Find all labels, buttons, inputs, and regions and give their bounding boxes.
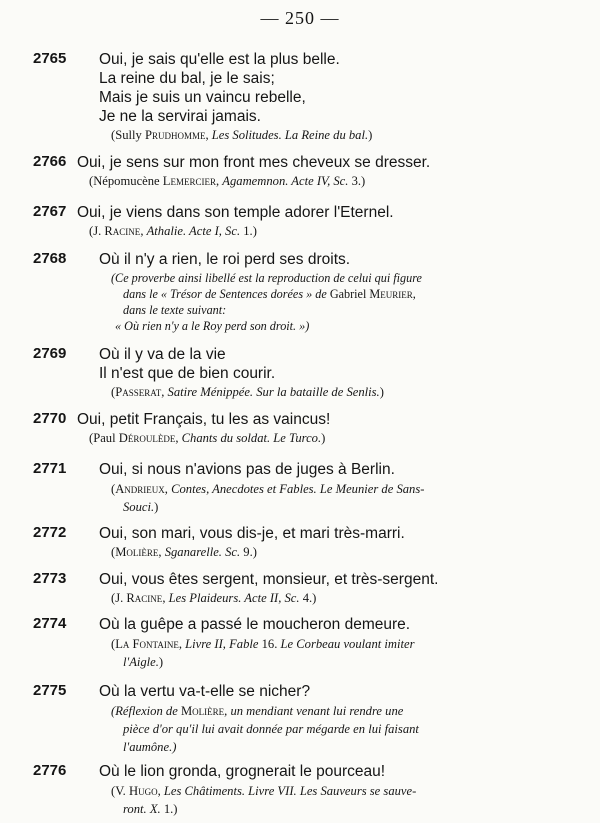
- author-name: Passerat: [115, 385, 162, 399]
- note-line: pièce d'or qu'il lui avait donnée par mégarde en lui faisant: [123, 722, 419, 736]
- entry-number: 2769: [33, 345, 67, 362]
- quote-line: Oui, si nous n'avions pas de juges à Berlin.: [99, 461, 395, 478]
- quote-line: Il n'est que de bien courir.: [99, 365, 276, 382]
- author-name: Andrieux: [115, 482, 165, 496]
- note-line: l'aumône.): [123, 740, 177, 754]
- author-name: Lemercier: [162, 174, 216, 188]
- source-citation: (La Fontaine, Livre II, Fable 16. Le Corbeau voulant imiter l'Aigle.): [111, 637, 415, 669]
- author-name: La Fontaine: [115, 637, 179, 651]
- entry-number: 2776: [33, 762, 67, 779]
- entry-body: [99, 50, 586, 143]
- work-title: Agamemnon. Acte IV, Sc.: [222, 174, 349, 188]
- explanatory-note: [99, 702, 586, 756]
- entry-number: 2768: [33, 250, 67, 267]
- entry-number: 2767: [33, 203, 67, 220]
- work-title-b: Le Corbeau voulant imiter: [280, 637, 415, 651]
- source-citation: (Népomucène Lemercier, Agamemnon. Acte IV, Sc. 3.): [89, 174, 366, 188]
- work-title: Chants du soldat. Le Turco.: [181, 431, 322, 445]
- entry-number: 2765: [33, 50, 67, 67]
- entry-body: [99, 682, 586, 756]
- work-title-cont: Souci.: [123, 500, 155, 514]
- author-name: Hugo: [128, 784, 158, 798]
- quote-line: Où il n'y a rien, le roi perd ses droits.: [99, 251, 351, 268]
- entry-number: 2773: [33, 570, 67, 587]
- source-citation: (Andrieux, Contes, Anecdotes et Fables. Le Meunier de Sans- Souci.): [111, 482, 425, 514]
- note-line: « Où rien n'y a le Roy perd son droit. »): [115, 319, 310, 333]
- source-citation: (Sully Prudhomme, Les Solitudes. La Reine du bal.): [111, 128, 373, 142]
- entry-body: [99, 345, 586, 400]
- quote-line: Oui, vous êtes sergent, monsieur, et très-sergent.: [99, 571, 439, 588]
- source-citation: (J. Racine, Athalie. Acte I, Sc. 1.): [89, 224, 257, 238]
- work-title: Sganarelle. Sc.: [164, 545, 241, 559]
- quote-line: Oui, son mari, vous dis-je, et mari très-marri.: [99, 525, 405, 542]
- quote-line: Oui, petit Français, tu les as vaincus!: [77, 411, 331, 428]
- source-citation: (Paul Déroulède, Chants du soldat. Le Turco.): [89, 431, 326, 445]
- entry-body: [99, 762, 586, 818]
- quote-line: Oui, je sens sur mon front mes cheveux se dresser.: [77, 154, 431, 171]
- page-number: — 250 —: [260, 8, 340, 28]
- work-title-cont: l'Aigle.: [123, 655, 159, 669]
- quote-line: Mais je suis un vaincu rebelle,: [99, 89, 306, 106]
- quote-line: Où le lion gronda, grognerait le pourceau!: [99, 763, 386, 780]
- source-citation: (J. Racine, Les Plaideurs. Acte II, Sc. 4.): [111, 591, 317, 605]
- entry-number: 2770: [33, 410, 67, 427]
- entry-body: [99, 524, 586, 560]
- author-name: Racine: [104, 224, 141, 238]
- quote-line: Oui, je viens dans son temple adorer l'Eternel.: [77, 204, 394, 221]
- quote-line: Où la vertu va-t-elle se nicher?: [99, 683, 311, 700]
- source-citation: (Passerat, Satire Ménippée. Sur la bataille de Senlis.): [111, 385, 384, 399]
- note-line: (Réflexion de Molière, un mendiant venant lui rendre une: [111, 704, 404, 718]
- entry-body: [99, 250, 586, 334]
- entry-number: 2774: [33, 615, 67, 632]
- work-title: Satire Ménippée. Sur la bataille de Senlis.: [167, 385, 380, 399]
- entry-body: [77, 410, 586, 446]
- quote-line: Où la guêpe a passé le moucheron demeure.: [99, 616, 411, 633]
- note-line: dans le « Trésor de Sentences dorées » de Gabriel Meurier,: [123, 287, 416, 301]
- entry-number: 2771: [33, 460, 67, 477]
- author-name: Molière: [180, 704, 225, 718]
- entry-number: 2772: [33, 524, 67, 541]
- author-name: Déroulède: [118, 431, 176, 445]
- author-name: Prudhomme: [144, 128, 206, 142]
- note-line: dans le texte suivant:: [123, 303, 227, 317]
- work-title: Les Châtiments. Livre VII. Les Sauveurs se sauve-: [163, 784, 417, 798]
- entry-body: [77, 153, 586, 189]
- entry-body: [99, 570, 586, 606]
- source-citation: (V. Hugo, Les Châtiments. Livre VII. Les Sauveurs se sauve- ront. X. 1.): [111, 784, 417, 816]
- quote-line: Oui, je sais qu'elle est la plus belle.: [99, 51, 340, 68]
- quote-line: Je ne la servirai jamais.: [99, 108, 261, 125]
- entry-body: [99, 460, 586, 516]
- author-name: Racine: [126, 591, 163, 605]
- source-citation: (Molière, Sganarelle. Sc. 9.): [111, 545, 257, 559]
- author-name: Molière: [115, 545, 159, 559]
- explanatory-note: [99, 270, 586, 334]
- work-title: Athalie. Acte I, Sc.: [146, 224, 241, 238]
- work-title: Les Plaideurs. Acte II, Sc.: [168, 591, 300, 605]
- entry-body: [77, 203, 586, 239]
- entry-body: [99, 615, 586, 671]
- quote-line: La reine du bal, je le sais;: [99, 70, 275, 87]
- work-title: Livre II, Fable: [185, 637, 259, 651]
- work-title: Contes, Anecdotes et Fables. Le Meunier de Sans-: [171, 482, 425, 496]
- note-line: (Ce proverbe ainsi libellé est la reproduction de celui qui figure: [111, 271, 422, 285]
- entry-number: 2766: [33, 153, 67, 170]
- quote-line: Où il y va de la vie: [99, 346, 226, 363]
- work-title: Les Solitudes. La Reine du bal.: [211, 128, 369, 142]
- entry-number: 2775: [33, 682, 67, 699]
- work-title-cont: ront. X.: [123, 802, 161, 816]
